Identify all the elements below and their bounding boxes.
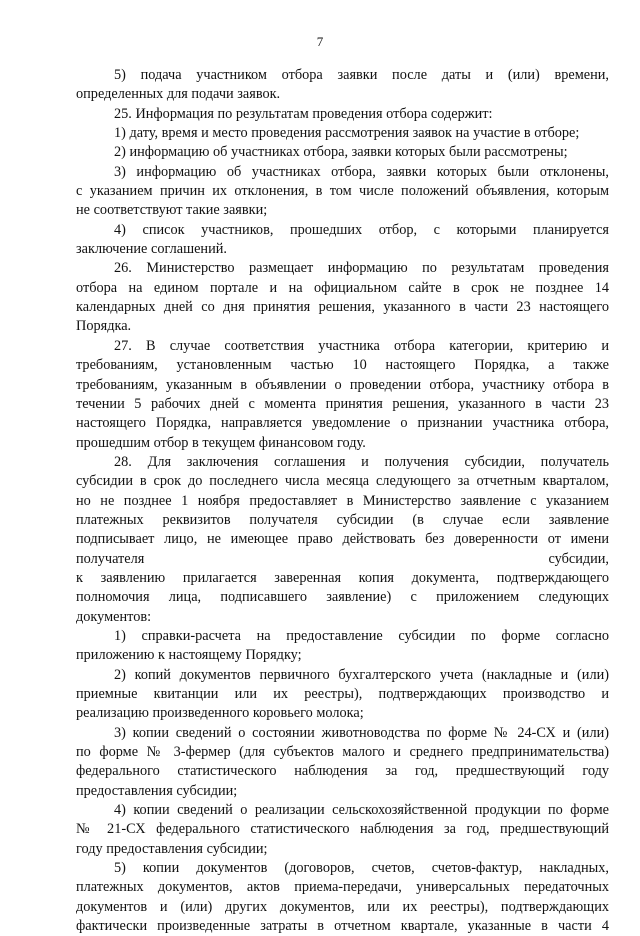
text-line: получателя субсидии, xyxy=(76,550,609,567)
text-line: прошедшим отбор в текущем финансовом году. xyxy=(76,434,366,451)
text-line: приемные квитанции или их реестры), подтверждающих производство и xyxy=(76,686,609,702)
text-line: фактически произведенные затраты в отчетном квартале, указанные в части 4 xyxy=(76,918,609,935)
text-line: 2) информацию об участниках отбора, заявки которых были рассмотрены; xyxy=(114,144,568,161)
text-line: 28. Для заключения соглашения и получения субсидии, получатель xyxy=(114,453,609,470)
text-line: 4) копии сведений о реализации сельскохозяйственной продукции по форме xyxy=(114,802,609,819)
text-line: полномочия лица, подписавшего заявление) с приложением следующих xyxy=(76,589,609,606)
text-line: предоставления субсидии; xyxy=(76,782,238,799)
text-line: 3) копии сведений о состоянии животноводства по форме № 24-СХ и (или) xyxy=(114,724,609,741)
text-line: 2) копий документов первичного бухгалтерского учета (накладные и (или) xyxy=(114,666,609,683)
text-line: № 21-СХ федерального статистического наблюдения за год, предшествующий xyxy=(76,821,609,838)
text-line: течении 5 рабочих дней с момента принятия решения, указанного в части 23 xyxy=(76,395,609,412)
text-line: 26. Министерство размещает информацию по результатам проведения xyxy=(114,260,609,277)
page-number: 7 xyxy=(316,34,324,49)
text-line: требованиям, установленным частью 10 настоящего Порядка, а также xyxy=(76,357,609,374)
text-line: субсидии в срок до последнего числа месяца следующего за отчетным кварталом, xyxy=(76,473,609,490)
text-line: федерального статистического наблюдения за год, предшествующий году xyxy=(76,763,609,780)
text-line: платежных реквизитов получателя субсидии (в случае если заявление xyxy=(76,511,609,528)
text-line: документов и (или) других документов, или их реестры), подтверждающих xyxy=(76,898,609,915)
text-line: 5) копии документов (договоров, счетов, счетов-фактур, накладных, xyxy=(114,860,609,877)
text-line: требованиям, указанным в объявлении о проведении отбора, участнику отбора в xyxy=(76,376,609,393)
text-line: определенных для подачи заявок. xyxy=(76,86,281,103)
document-body xyxy=(76,66,609,936)
text-line: настоящего Порядка, направляется уведомление о признании участника отбора, xyxy=(76,415,609,432)
text-line: Порядка. xyxy=(76,318,132,335)
text-lines xyxy=(76,66,609,936)
text-line: 1) справки-расчета на предоставление субсидии по форме согласно xyxy=(114,627,609,644)
text-line: документов: xyxy=(76,608,152,625)
text-line: платежных документов, актов приема-передачи, универсальных передаточных xyxy=(76,879,609,896)
text-line: календарных дней со дня принятия решения, указанного в части 23 настоящего xyxy=(76,299,609,316)
text-line: отбора на едином портале и на официальном сайте в срок не позднее 14 xyxy=(76,279,609,296)
text-line: 5) подача участником отбора заявки после даты и (или) времени, xyxy=(114,67,609,83)
text-line: заключение соглашений. xyxy=(76,241,227,258)
text-line: по форме № 3-фермер (для субъектов малого и среднего предпринимательства) xyxy=(76,744,609,761)
text-line: с указанием причин их отклонения, в том числе положений объявления, которым xyxy=(76,183,609,200)
text-line: но не позднее 1 ноября предоставляет в Министерство заявление с указанием xyxy=(76,492,609,509)
text-line: 27. В случае соответствия участника отбора категории, критерию и xyxy=(114,337,609,354)
text-line: 4) список участников, прошедших отбор, с которыми планируется xyxy=(114,221,609,238)
text-line: приложению к настоящему Порядку; xyxy=(76,647,302,664)
text-line: не соответствуют такие заявки; xyxy=(76,202,268,219)
text-line: к заявлению прилагается заверенная копия документа, подтверждающего xyxy=(76,569,609,586)
text-line: 3) информацию об участниках отбора, заявки которых были отклонены, xyxy=(114,163,609,180)
text-line: подписывает лицо, не имеющее право действовать без доверенности от имени xyxy=(76,531,609,548)
text-line: реализацию произведенного коровьего молока; xyxy=(76,705,364,722)
text-line: 1) дату, время и место проведения рассмотрения заявок на участие в отборе; xyxy=(114,125,580,142)
text-line: году предоставления субсидии; xyxy=(76,840,268,857)
text-line: 25. Информация по результатам проведения отбора содержит: xyxy=(114,105,493,122)
